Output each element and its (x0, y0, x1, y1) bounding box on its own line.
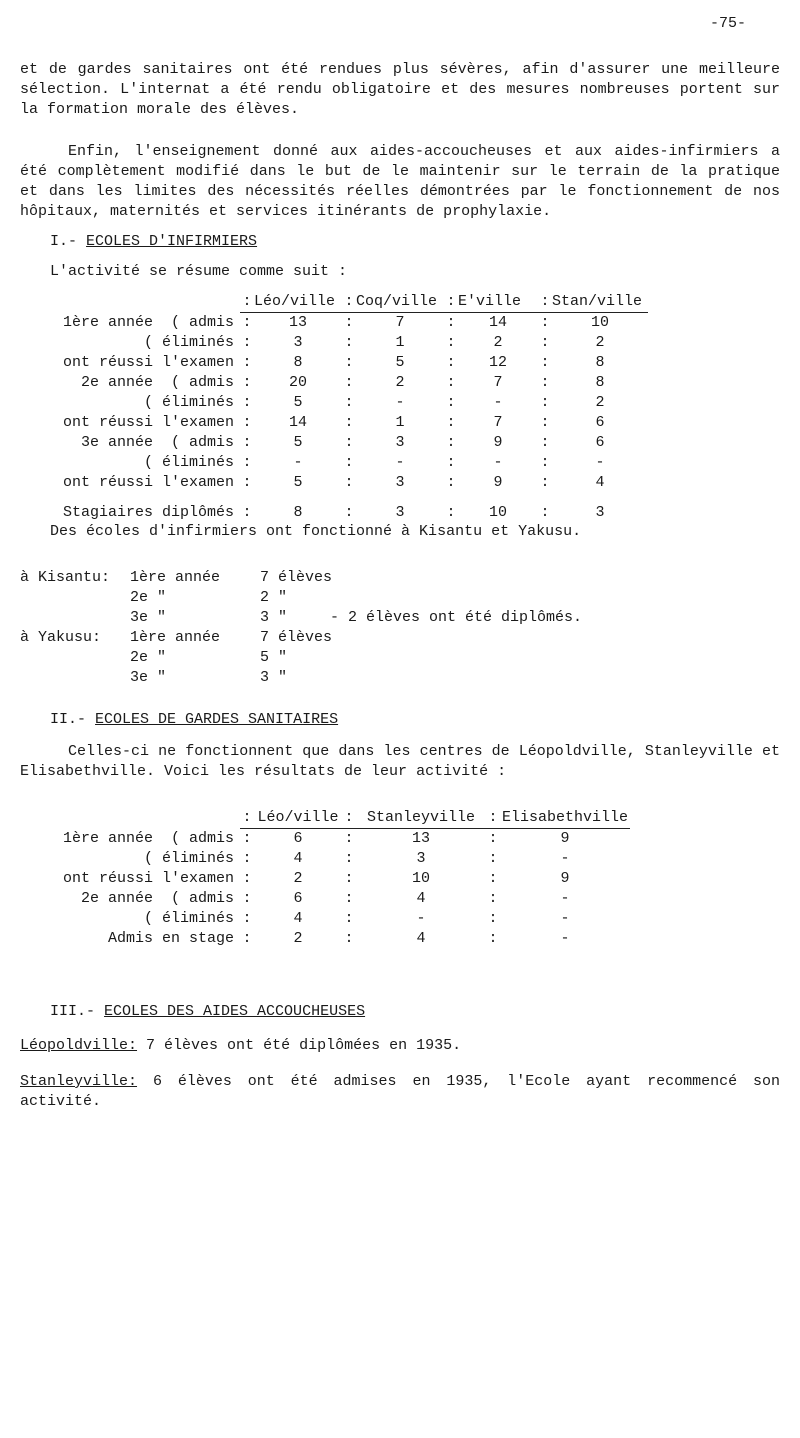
leopoldville-line: Léopoldville: 7 élèves ont été diplômées en 1935. (20, 1037, 462, 1054)
paragraph-enseignement: Enfin, l'enseignement donné aux aides-accoucheuses et aux aides-infirmiers a été complètement modifié dans le but de le maintenir sur le terrain de la pratique et dans les limites des nécessités réelles démontrées par le fonctionnement de nos hôpitaux, maternités et services itinérants de prophylaxie. (20, 143, 780, 220)
table-row: ( éliminés : - : - : - : - (143, 454, 605, 471)
table-row: 1ère année ( admis : 13 : 7 : 14 : 10 (62, 313, 609, 331)
table-header-row: : Léo/ville : Coq/ville : E'ville : Stan/ville (20, 292, 648, 313)
table-row: ont réussi l'examen : 14 : 1 : 7 : 6 (62, 414, 605, 431)
table-row: ont réussi l'examen : 8 : 5 : 12 : 8 (62, 354, 605, 371)
table-row: ont réussi l'examen : 2 : 10 : 9 (62, 870, 570, 887)
page-number: -75- (710, 15, 747, 32)
section3-heading: III.- ECOLES DES AIDES ACCOUCHEUSES (50, 1003, 366, 1020)
section1-heading: I.- ECOLES D'INFIRMIERS (50, 233, 258, 250)
section1-intro: L'activité se résume comme suit : (50, 263, 348, 280)
table-row: ont réussi l'examen : 5 : 3 : 9 : 4 (62, 474, 605, 491)
table-header-row: : Léo/ville : Stanleyville : Elisabethville (20, 808, 630, 829)
diplomes-note: - 2 élèves ont été diplômés. (330, 609, 583, 626)
table-row: 1ère année ( admis : 6 : 13 : 9 (62, 829, 570, 847)
intro-paragraph: et de gardes sanitaires ont été rendues plus sévères, afin d'assurer une meilleure sélection. L'internat a été rendu obligatoire et des mesures nombreuses portent sur la formation morale des élèves. (20, 61, 780, 118)
infirmiers-table (20, 292, 648, 523)
stanleyville-line: Stanleyville: 6 élèves ont été admises en 1935, l'Ecole ayant recommencé son activité. (20, 1073, 780, 1110)
section1-note: Des écoles d'infirmiers ont fonctionné à Kisantu et Yakusu. (50, 523, 582, 540)
table-row: ( éliminés : 5 : - : - : 2 (143, 394, 605, 411)
gardes-table (20, 808, 630, 949)
table-row: 3e année ( admis : 5 : 3 : 9 : 6 (80, 434, 605, 451)
table-row: 2e année ( admis : 20 : 2 : 7 : 8 (80, 374, 605, 391)
table-row-diplomes: Stagiaires diplômés : 8 : 3 : 10 : 3 (62, 504, 605, 521)
table-row: 2e année ( admis : 6 : 4 : - (80, 890, 570, 907)
table-row: Admis en stage : 2 : 4 : - (107, 930, 570, 947)
table-row: ( éliminés : 4 : - : - (143, 910, 570, 927)
section2-intro: Celles-ci ne fonctionnent que dans les centres de Léopoldville, Stanleyville et Elisabethville. Voici les résultats de leur activité : (20, 743, 780, 780)
table-row: ( éliminés : 3 : 1 : 2 : 2 (143, 334, 605, 351)
section2-heading: II.- ECOLES DE GARDES SANITAIRES (50, 711, 339, 728)
table-row: ( éliminés : 4 : 3 : - (143, 850, 570, 867)
